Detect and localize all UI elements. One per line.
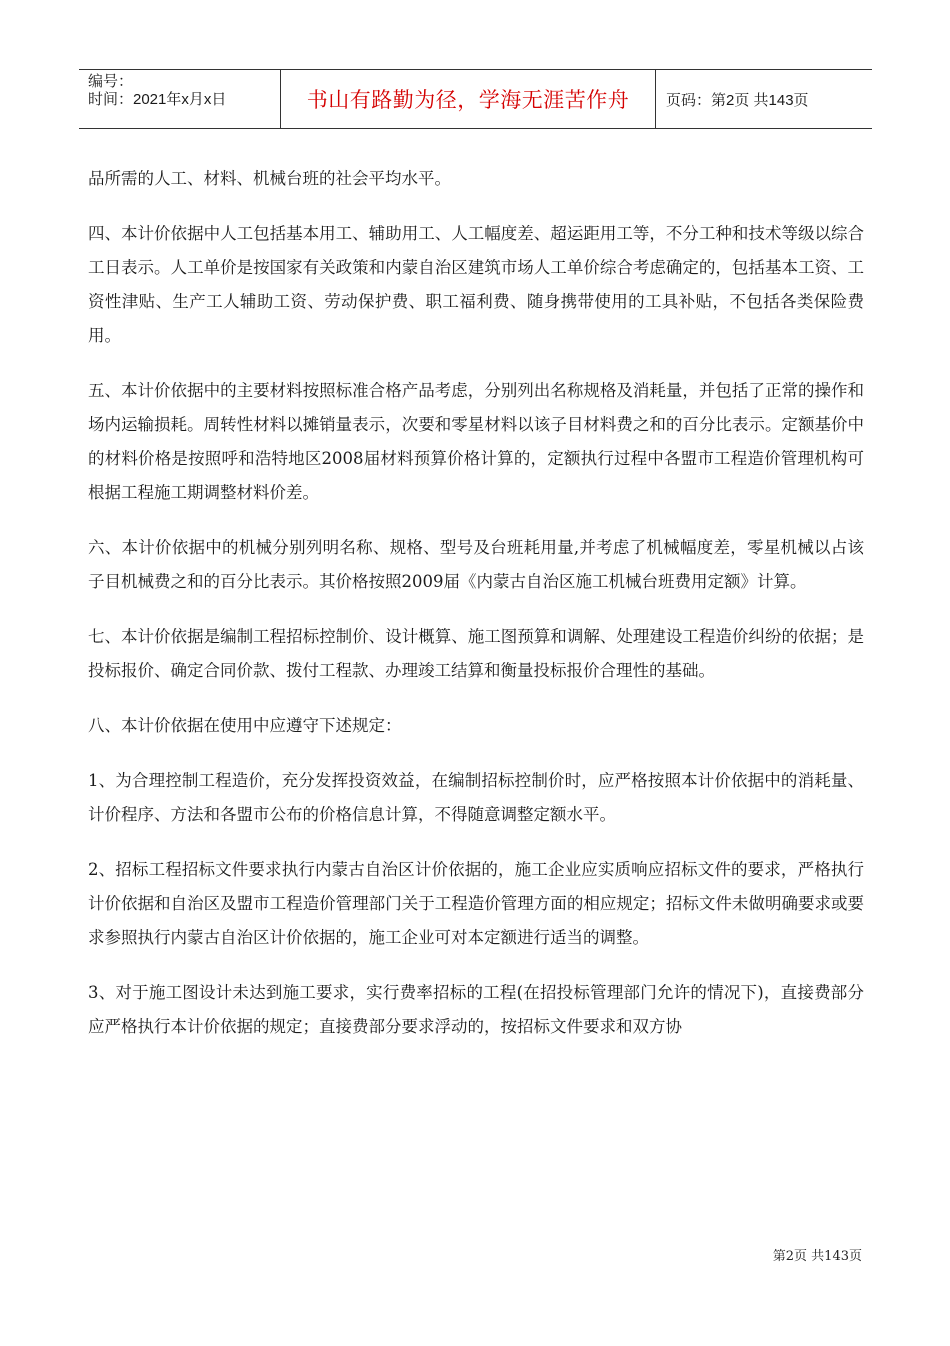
paragraph: 品所需的人工、材料、机械台班的社会平均水平。 bbox=[88, 169, 451, 188]
paragraph: 2、招标工程招标文件要求执行内蒙古自治区计价依据的，施工企业应实质响应招标文件的要求，严格执行计价依据和自治区及盟市工程造价管理部门关于工程造价管理方面的相应规定；招标文件未做明确要求或要求参照执行内蒙古自治区计价依据的，施工企业可对本定额进行适当的调整。 bbox=[88, 860, 864, 947]
page-footer: 第2页 共143页 bbox=[772, 1249, 862, 1264]
header-table bbox=[79, 69, 872, 129]
header-motto: 书山有路勤为径，学海无涯苦作舟 bbox=[281, 70, 656, 128]
paragraph: 3、对于施工图设计未达到施工要求，实行费率招标的工程(在招投标管理部门允许的情况下)，直接费部分应严格执行本计价依据的规定；直接费部分要求浮动的，按招标文件要求和双方协 bbox=[88, 983, 864, 1036]
paragraph: 八、本计价依据在使用中应遵守下述规定： bbox=[88, 716, 402, 735]
document-body bbox=[88, 162, 864, 1065]
time-label: 时间：2021年x月x日 bbox=[88, 91, 227, 108]
header-left-cell bbox=[79, 70, 281, 128]
paragraph: 四、本计价依据中人工包括基本用工、辅助用工、人工幅度差、超运距用工等，不分工种和技术等级以综合工日表示。人工单价是按国家有关政策和内蒙自治区建筑市场人工单价综合考虑确定的，包括基本工资、工资性津贴、生产工人辅助工资、劳动保护费、职工福利费、随身携带使用的工具补贴，不包括各类保险费用。 bbox=[88, 224, 864, 345]
paragraph: 七、本计价依据是编制工程招标控制价、设计概算、施工图预算和调解、处理建设工程造价纠纷的依据；是投标报价、确定合同价款、拨付工程款、办理竣工结算和衡量投标报价合理性的基础。 bbox=[88, 627, 864, 680]
paragraph: 六、本计价依据中的机械分别列明名称、规格、型号及台班耗用量,并考虑了机械幅度差，零星机械以占该子目机械费之和的百分比表示。其价格按照2009届《内蒙古自治区施工机械台班费用定额》计算。 bbox=[88, 538, 864, 591]
paragraph: 1、为合理控制工程造价，充分发挥投资效益，在编制招标控制价时，应严格按照本计价依据中的消耗量、计价程序、方法和各盟市公布的价格信息计算，不得随意调整定额水平。 bbox=[88, 771, 864, 824]
header-page-label: 页码：第2页 共143页 bbox=[666, 91, 809, 109]
paragraph: 五、本计价依据中的主要材料按照标准合格产品考虑，分别列出名称规格及消耗量，并包括了正常的操作和场内运输损耗。周转性材料以摊销量表示，次要和零星材料以该子目材料费之和的百分比表示。定额基价中的材料价格是按照呼和浩特地区2008届材料预算价格计算的，定额执行过程中各盟市工程造价管理机构可根据工程施工期调整材料价差。 bbox=[88, 381, 864, 502]
number-label: 编号： bbox=[88, 73, 134, 90]
